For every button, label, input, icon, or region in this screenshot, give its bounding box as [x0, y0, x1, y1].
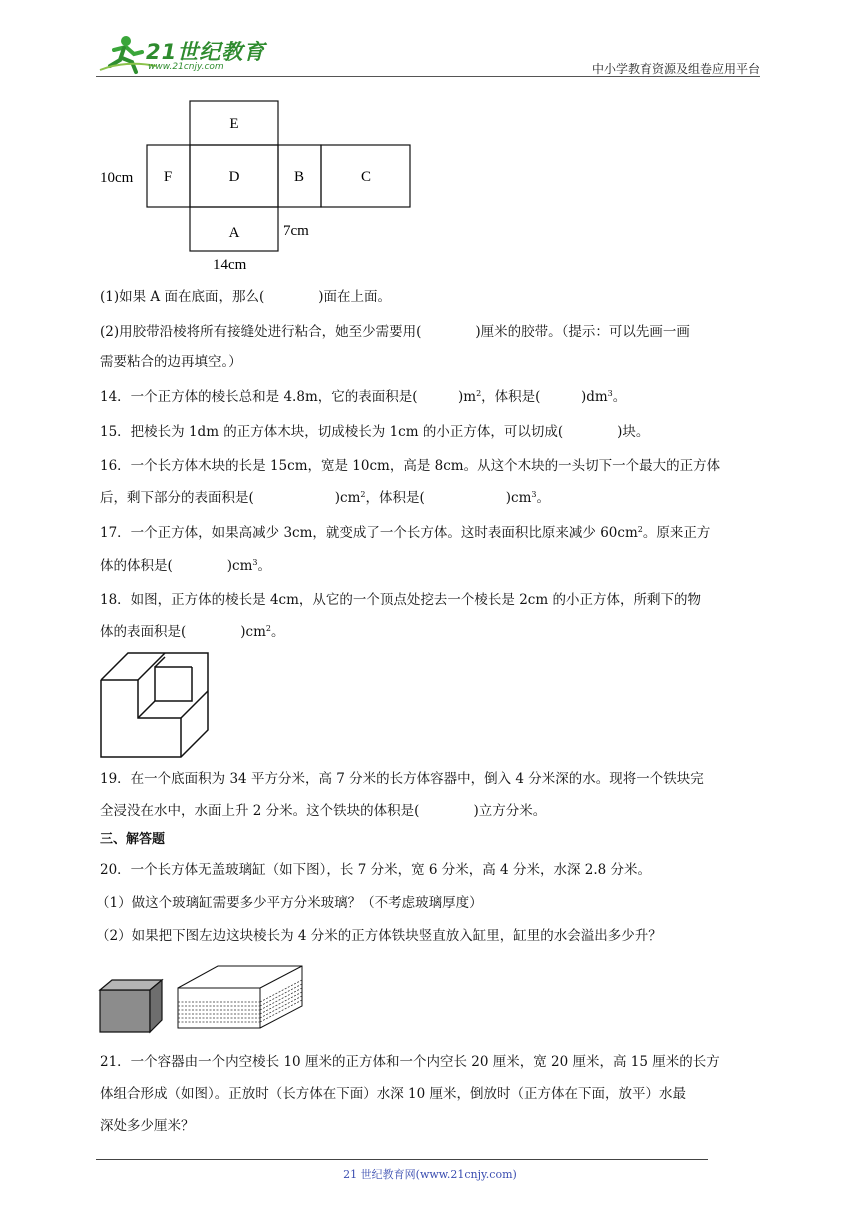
q18-line2: 体的表面积是( )$cm^2$。 — [100, 624, 285, 640]
logo-url: www.21cnjy.com — [148, 62, 224, 72]
q21-line1: 21．一个容器由一个内空棱长 10 厘米的正方体和一个内空长 20 厘米，宽 20 厘米，高 15 厘米的长方 — [100, 1054, 720, 1070]
q19-line2: 全浸没在水中，水面上升 2 分米。这个铁块的体积是( )立方分米。 — [100, 803, 547, 819]
q13-part2-line1: (2)用胶带沿棱将所有接缝处进行粘合，她至少需要用( )厘米的胶带。（提示：可以先画一画 — [100, 324, 690, 340]
q20-part1: （1）做这个玻璃缸需要多少平方分米玻璃？（不考虑玻璃厚度） — [96, 895, 483, 911]
header-divider — [96, 76, 760, 77]
iron-cube-and-tank-figure — [98, 962, 308, 1036]
q21-line3: 深处多少厘米？ — [100, 1118, 195, 1134]
cuboid-net-diagram — [96, 96, 426, 276]
header-right-text: 中小学教育资源及组卷应用平台 — [591, 62, 760, 76]
footer-divider — [96, 1159, 708, 1160]
q14: 14．一个正方体的棱长总和是 4.8m，它的表面积是( )$m^2$，体积是( )$dm^3$。 — [100, 389, 627, 405]
net-label-f: F — [163, 169, 173, 185]
notched-cube-figure — [98, 650, 213, 762]
footer-text: 21 世纪教育网(www.21cnjy.com) — [343, 1168, 517, 1181]
q13-part2-line2: 需要粘合的边再填空。） — [100, 354, 242, 370]
site-logo — [96, 30, 266, 78]
q15: 15．把棱长为 1dm 的正方体木块，切成棱长为 1cm 的小正方体，可以切成( )块。 — [100, 424, 650, 440]
q17-line2: 体的体积是( )$cm^3$。 — [100, 558, 271, 574]
q13-part1: (1)如果 A 面在底面，那么( )面在上面。 — [100, 289, 391, 305]
q20: 20．一个长方体无盖玻璃缸（如下图），长 7 分米，宽 6 分米，高 4 分米，水深 2.8 分米。 — [100, 862, 651, 878]
q20-part2: （2）如果把下图左边这块棱长为 4 分米的正方体铁块竖直放入缸里，缸里的水会溢出多少升？ — [96, 928, 662, 944]
q16-line2: 后，剩下部分的表面积是( )$cm^2$，体积是( )$cm^3$。 — [100, 490, 550, 506]
q17-line1: 17．一个正方体，如果高减少 3cm，就变成了一个长方体。这时表面积比原来减少 $60cm^2$。原来正方 — [100, 525, 711, 541]
logo-text: 21世纪教育 — [146, 40, 266, 64]
q18-line1: 18．如图，正方体的棱长是 4cm，从它的一个顶点处挖去一个棱长是 2cm 的小正方体，所剩下的物 — [100, 592, 701, 608]
q16-line1: 16．一个长方体木块的长是 15cm，宽是 10cm，高是 8cm。从这个木块的一头切下一个最大的正方体 — [100, 458, 721, 474]
q21-line2: 体组合形成（如图）。正放时（长方体在下面）水深 10 厘米，倒放时（正方体在下面，放平）水最 — [100, 1086, 687, 1102]
net-dim-7cm: 7cm — [283, 223, 309, 239]
net-label-a: A — [228, 225, 240, 241]
net-label-c: C — [360, 169, 372, 185]
net-label-e: E — [229, 116, 239, 132]
net-label-d: D — [228, 169, 240, 185]
q19-line1: 19．在一个底面积为 34 平方分米，高 7 分米的长方体容器中，倒入 4 分米深的水。现将一个铁块完 — [100, 771, 704, 787]
net-dim-10cm: 10cm — [100, 170, 134, 186]
net-label-b: B — [293, 169, 305, 185]
section-title-solutions: 三、解答题 — [100, 832, 166, 847]
net-dim-14cm: 14cm — [213, 257, 247, 273]
